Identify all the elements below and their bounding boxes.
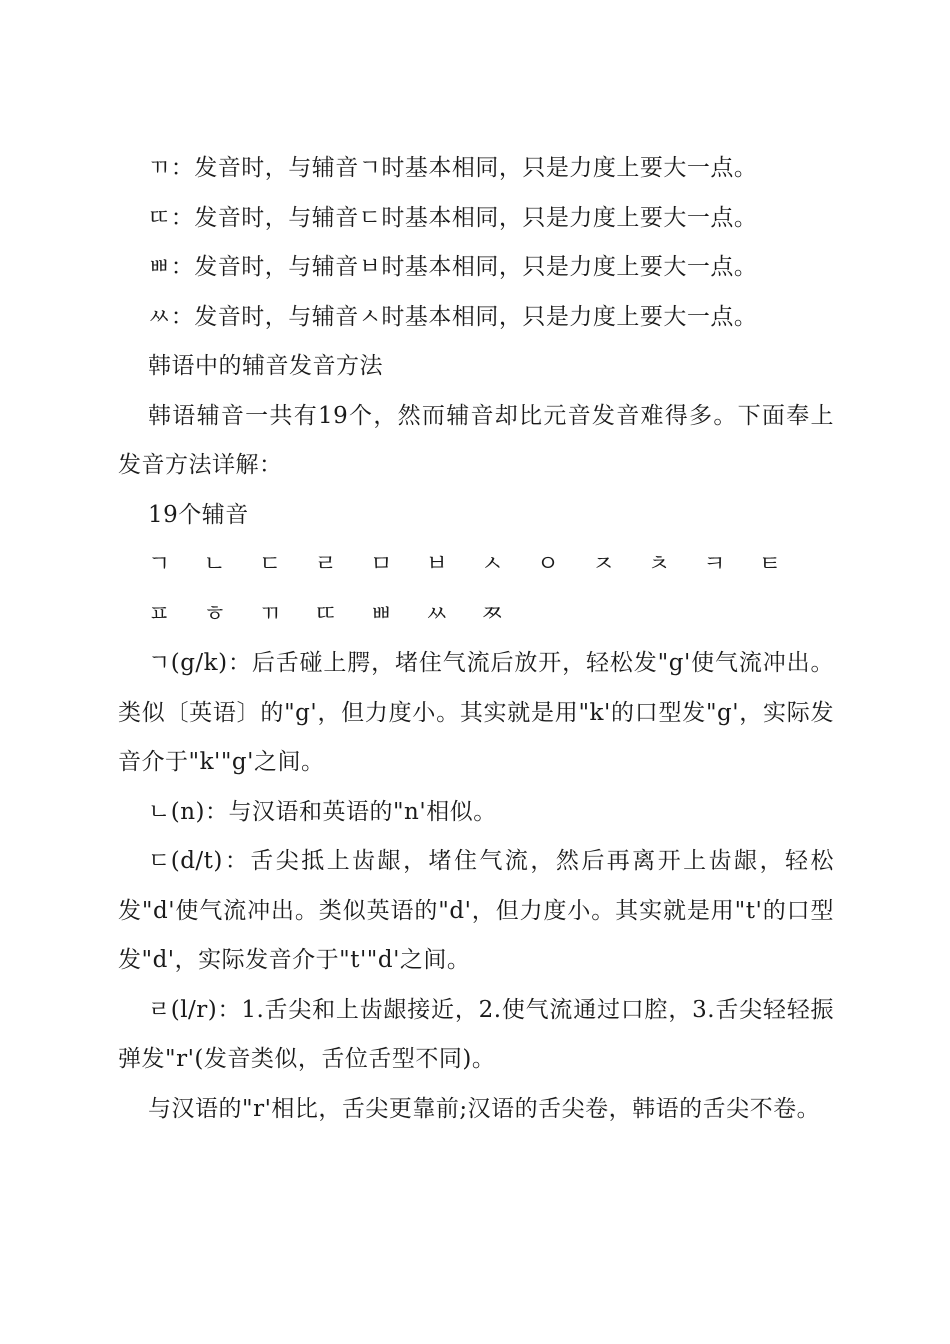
paragraph-ssanggiyeok: ㄲ：发音时，与辅音ㄱ时基本相同，只是力度上要大一点。: [148, 155, 758, 181]
consonant-list: ㄱ ㄴ ㄷ ㄹ ㅁ ㅂ ㅅ ㅇ ㅈ ㅊ ㅋ ㅌ ㅍ ㅎ ㄲ ㄸ ㅃ ㅆ ㅉ: [148, 551, 788, 627]
paragraph-ssangdigeut: ㄸ：发音时，与辅音ㄷ时基本相同，只是力度上要大一点。: [148, 204, 758, 231]
paragraph-ssangsiot: ㅆ：发音时，与辅音ㅅ时基本相同，只是力度上要大一点。: [148, 303, 758, 330]
consonant-count-heading: 19个辅音: [148, 501, 249, 528]
paragraph-ssangbieup: ㅃ：发音时，与辅音ㅂ时基本相同，只是力度上要大一点。: [148, 254, 758, 280]
paragraph-consonant-intro: 韩语辅音一共有19个，然而辅音却比元音发音难得多。下面奉上发音方法详解：: [118, 402, 834, 478]
document-body: [118, 144, 834, 1134]
section-heading-consonant-methods: 韩语中的辅音发音方法: [148, 353, 383, 379]
detail-giyeok: ㄱ(g/k)：后舌碰上腭，堵住气流后放开，轻松发"g'使气流冲出。类似〔英语〕的"g'，但力度小。其实就是用"k'的口型发"g'，实际发音介于"k'"g'之间。: [118, 650, 834, 775]
detail-digeut: ㄷ(d/t)：舌尖抵上齿龈，堵住气流，然后再离开上齿龈，轻松发"d'使气流冲出。类似英语的"d'，但力度小。其实就是用"t'的口型发"d'，实际发音介于"t'"d'之间。: [118, 848, 834, 973]
detail-rieul: ㄹ(l/r)：1.舌尖和上齿龈接近，2.使气流通过口腔，3.舌尖轻轻振弹发"r'(发音类似，舌位舌型不同)。: [118, 996, 834, 1072]
detail-nieun: ㄴ(n)：与汉语和英语的"n'相似。: [148, 798, 497, 825]
detail-rieul-comparison: 与汉语的"r'相比，舌尖更靠前;汉语的舌尖卷，韩语的舌尖不卷。: [148, 1095, 821, 1122]
